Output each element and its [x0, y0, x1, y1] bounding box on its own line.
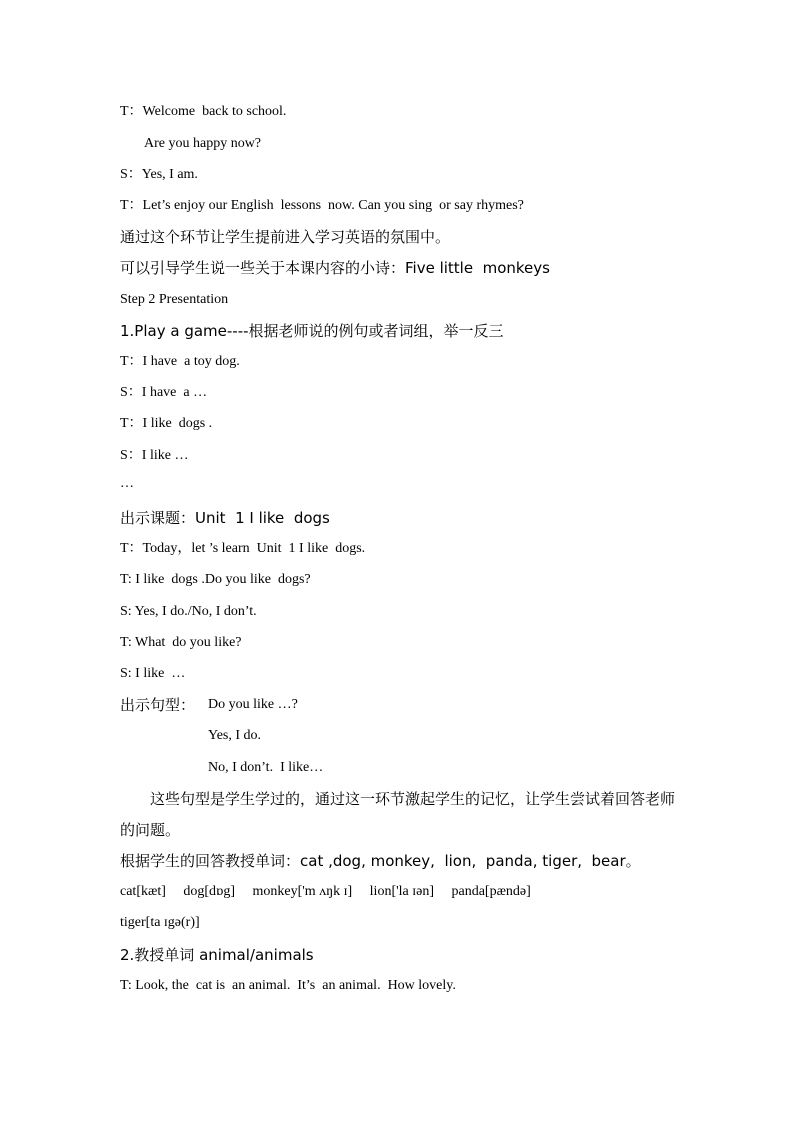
- teaching-note: 通过这个环节让学生提前进入学习英语的氛围中。: [120, 228, 451, 246]
- dialogue-line: T：Let’s enjoy our English lessons now. Can you sing or say rhymes?: [120, 198, 524, 213]
- sentence-pattern-line: No, I don’t. I like…: [208, 760, 324, 775]
- dialogue-line: S: Yes, I do./No, I don’t.: [120, 604, 257, 619]
- sentence-pattern-line: Do you like …?: [208, 697, 298, 712]
- dialogue-line: T：I have a toy dog.: [120, 354, 240, 369]
- dialogue-line: S：I have a …: [120, 385, 208, 400]
- dialogue-line: Are you happy now?: [144, 136, 262, 151]
- phonetics-line: cat[kæt] dog[dɒg] monkey['m ʌŋk ɪ] lion['la ɪən] panda[pændə]: [120, 884, 531, 899]
- dialogue-line: T: What do you like?: [120, 635, 242, 650]
- dialogue-line: T：Today，let ’s learn Unit 1 I like dogs.: [120, 541, 366, 556]
- dialogue-line: T: Look, the cat is an animal. It’s an animal. How lovely.: [120, 978, 456, 993]
- step-heading: Step 2 Presentation: [120, 292, 229, 307]
- ellipsis-line: …: [120, 476, 134, 491]
- phonetics-line: tiger[ta ɪgə(r)]: [120, 915, 200, 930]
- dialogue-line: T：Welcome back to school.: [120, 104, 287, 119]
- dialogue-line: S: I like …: [120, 666, 186, 681]
- dialogue-line: S：I like …: [120, 448, 189, 463]
- dialogue-line: S：Yes, I am.: [120, 167, 198, 182]
- activity-heading: 2.教授单词 animal/animals: [120, 946, 314, 964]
- lesson-title-line: 出示课题：Unit 1 I like dogs: [120, 509, 330, 527]
- teaching-paragraph: 这些句型是学生学过的，通过这一环节激起学生的记忆，让学生尝试着回答老师的问题。: [120, 790, 676, 839]
- activity-heading: 1.Play a game----根据老师说的例句或者词组，举一反三: [120, 322, 504, 340]
- sentence-pattern-label: 出示句型：: [120, 696, 196, 714]
- vocabulary-line: 根据学生的回答教授单词：cat ,dog, monkey, lion, panda, tiger, bear。: [120, 852, 641, 870]
- dialogue-line: T：I like dogs .: [120, 416, 213, 431]
- dialogue-line: T: I like dogs .Do you like dogs?: [120, 572, 311, 587]
- sentence-pattern-line: Yes, I do.: [208, 728, 262, 743]
- teaching-note: 可以引导学生说一些关于本课内容的小诗：Five little monkeys: [120, 259, 550, 277]
